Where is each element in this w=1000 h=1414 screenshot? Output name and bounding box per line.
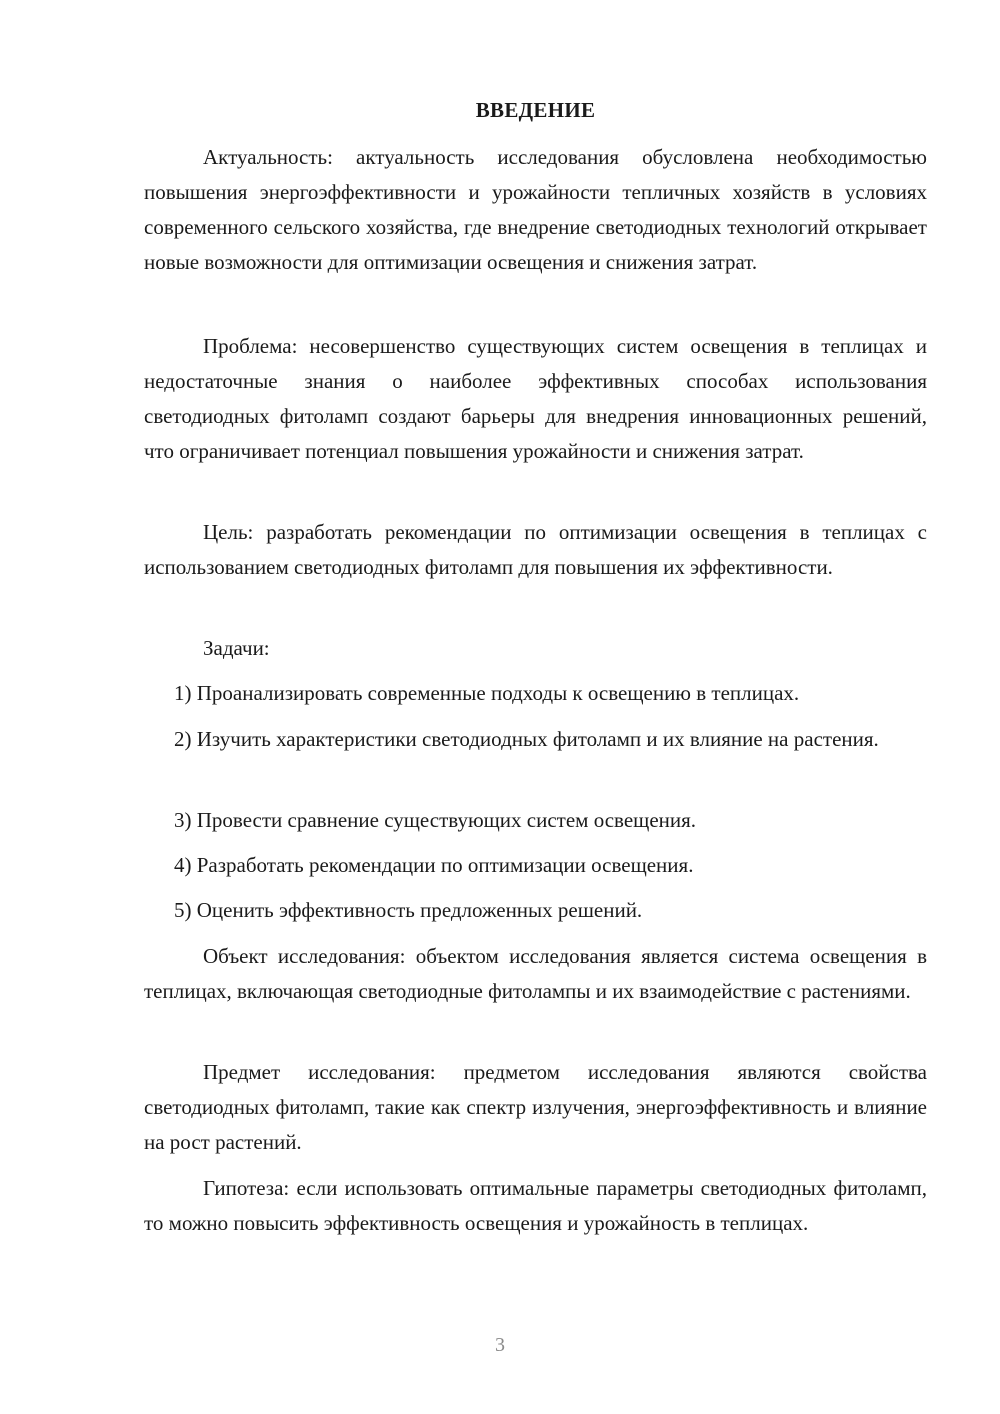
task-item-4: 4) Разработать рекомендации по оптимизации освещения.	[174, 853, 694, 877]
page-number: 3	[495, 1334, 505, 1356]
paragraph-relevance: Актуальность: актуальность исследования обусловлена необходимостью повышения энергоэффективности и урожайности тепличных хозяйств в условиях современного сельского хозяйства, где внедрение светодиодных технологий открывает новые возможности для оптимизации освещения и снижения затрат.	[144, 145, 927, 274]
paragraph-problem: Проблема: несовершенство существующих систем освещения в теплицах и недостаточные знания о наиболее эффективных способах использования светодиодных фитоламп создают барьеры для внедрения инновационных решений, что ограничивает потенциал повышения урожайности и снижения затрат.	[144, 334, 927, 463]
paragraph-goal: Цель: разработать рекомендации по оптимизации освещения в теплицах с использованием светодиодных фитоламп для повышения их эффективности.	[144, 520, 927, 579]
tasks-label: Задачи:	[203, 636, 270, 660]
paragraph-object: Объект исследования: объектом исследования является система освещения в теплицах, включающая светодиодные фитолампы и их взаимодействие с растениями.	[144, 944, 927, 1003]
task-item-3: 3) Провести сравнение существующих систем освещения.	[174, 808, 697, 832]
task-item-5: 5) Оценить эффективность предложенных решений.	[174, 898, 643, 922]
paragraph-subject: Предмет исследования: предметом исследования являются свойства светодиодных фитоламп, такие как спектр излучения, энергоэффективность и влияние на рост растений.	[144, 1060, 927, 1154]
paragraph-hypothesis: Гипотеза: если использовать оптимальные параметры светодиодных фитоламп, то можно повысить эффективность освещения и урожайность в теплицах.	[144, 1176, 927, 1235]
task-item-1: 1) Проанализировать современные подходы к освещению в теплицах.	[174, 681, 800, 705]
section-heading: ВВЕДЕНИЕ	[475, 98, 596, 122]
task-item-2: 2) Изучить характеристики светодиодных фитоламп и их влияние на растения.	[174, 727, 879, 751]
